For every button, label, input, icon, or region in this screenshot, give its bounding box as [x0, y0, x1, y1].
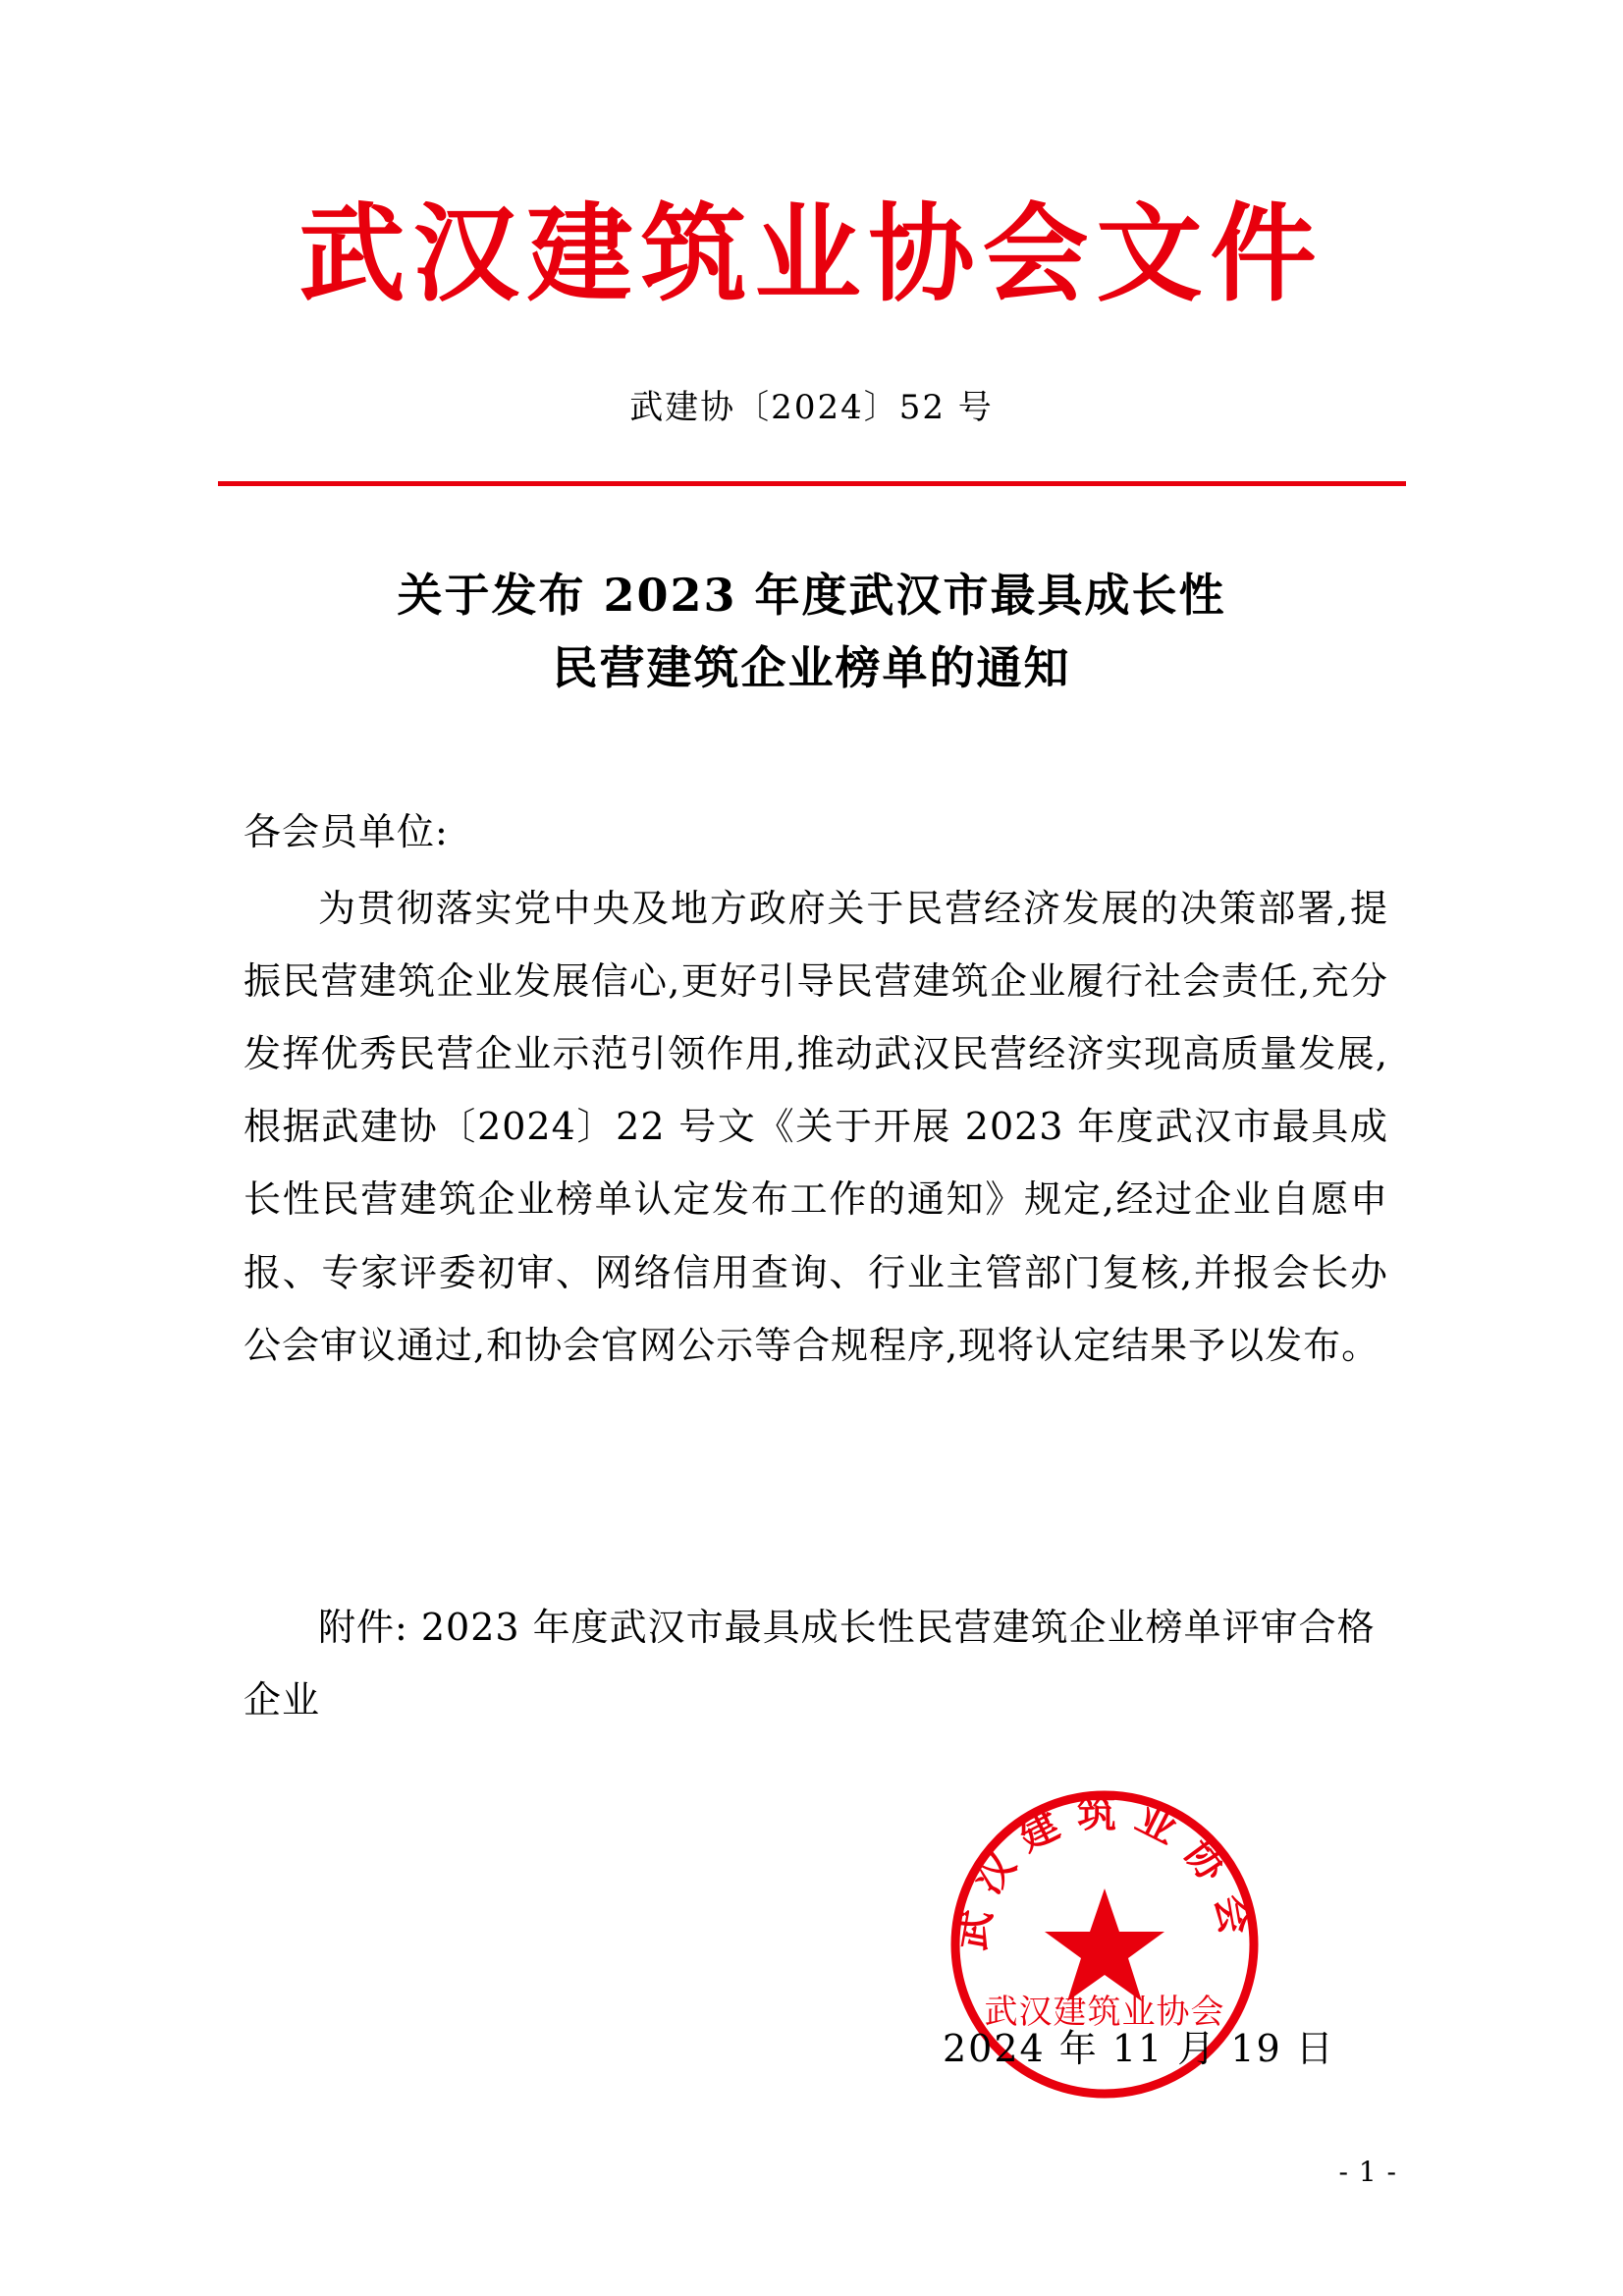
attachment-section	[243, 1591, 1388, 1736]
star-icon	[1045, 1888, 1164, 2001]
document-body	[243, 795, 1388, 1382]
body-paragraph: 为贯彻落实党中央及地方政府关于民营经济发展的决策部署,提振民营建筑企业发展信心,更好引导民营建筑企业履行社会责任,充分发挥优秀民营企业示范引领作用,推动武汉民营经济实现高质量发展,根据武建协〔2024〕22 号文《关于开展 2023 年度武汉市最具成长性民营建筑企业榜单认定发布工作的通知》规定,经过企业自愿申报、专家评委初审、网络信用查询、行业主管部门复核,并报会长办公会审议通过,和协会官网公示等合规程序,现将认定结果予以发布。	[243, 887, 1388, 1367]
header-red-divider	[218, 481, 1406, 486]
seal-ring-text: 武汉建筑业协会	[947, 1790, 1262, 1953]
document-number: 武建协〔2024〕52 号	[629, 387, 994, 427]
page-title	[0, 560, 1623, 704]
page-title-line-1: 关于发布 2023 年度武汉市最具成长性	[397, 569, 1226, 622]
page-title-line-2: 民营建筑企业榜单的通知	[552, 640, 1071, 694]
attachment-line: 附件: 2023 年度武汉市最具成长性民营建筑企业榜单评审合格企业	[243, 1606, 1376, 1722]
salutation: 各会员单位:	[243, 810, 449, 853]
issuing-organization-title: 武汉建筑业协会文件	[298, 192, 1325, 316]
document-header	[0, 192, 1623, 428]
page-number: - 1 -	[1338, 2156, 1397, 2188]
signature-date: 2024 年 11 月 19 日	[943, 2027, 1335, 2070]
seal-center-text: 武汉建筑业协会	[984, 1993, 1225, 2032]
